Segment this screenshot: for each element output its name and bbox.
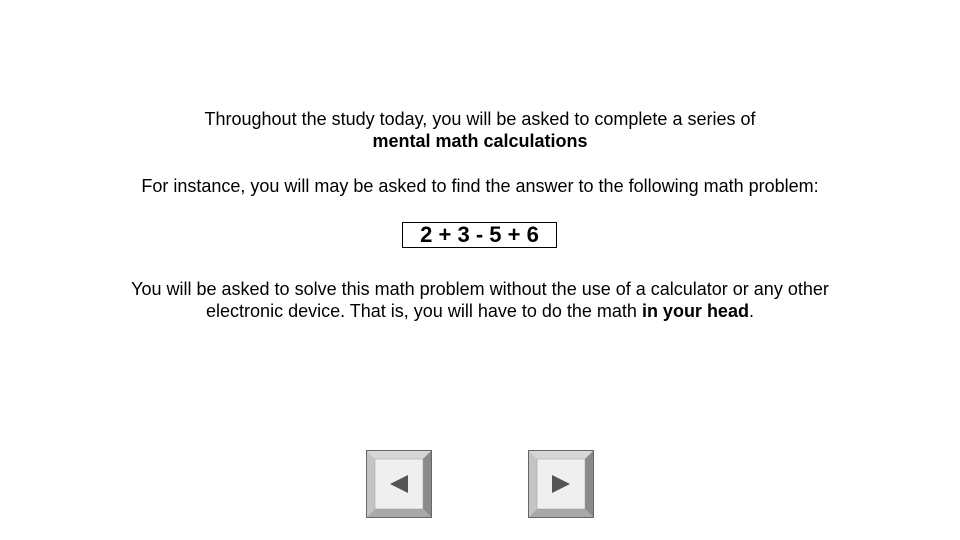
intro-line-2-bold: mental math calculations	[372, 131, 588, 151]
closing-line-2-suffix: .	[748, 301, 754, 321]
closing-line-2-prefix: electronic device. That is, you will have to do the math	[206, 301, 642, 321]
next-button-bevel	[528, 450, 594, 518]
back-button[interactable]	[366, 450, 432, 518]
closing-line-1: You will be asked to solve this math problem without the use of a calculator or any other	[131, 279, 829, 299]
example-prompt: For instance, you will may be asked to find the answer to the following math problem:	[141, 176, 819, 196]
next-button[interactable]	[528, 450, 594, 518]
intro-line-1: Throughout the study today, you will be asked to complete a series of	[204, 109, 756, 129]
closing-text	[0, 278, 960, 322]
closing-line-2-bold: in your head	[641, 301, 749, 321]
intro-text	[0, 108, 960, 152]
back-button-bevel	[366, 450, 432, 518]
closing-line-2	[0, 300, 960, 322]
math-problem-box: 2 + 3 - 5 + 6	[402, 222, 557, 248]
